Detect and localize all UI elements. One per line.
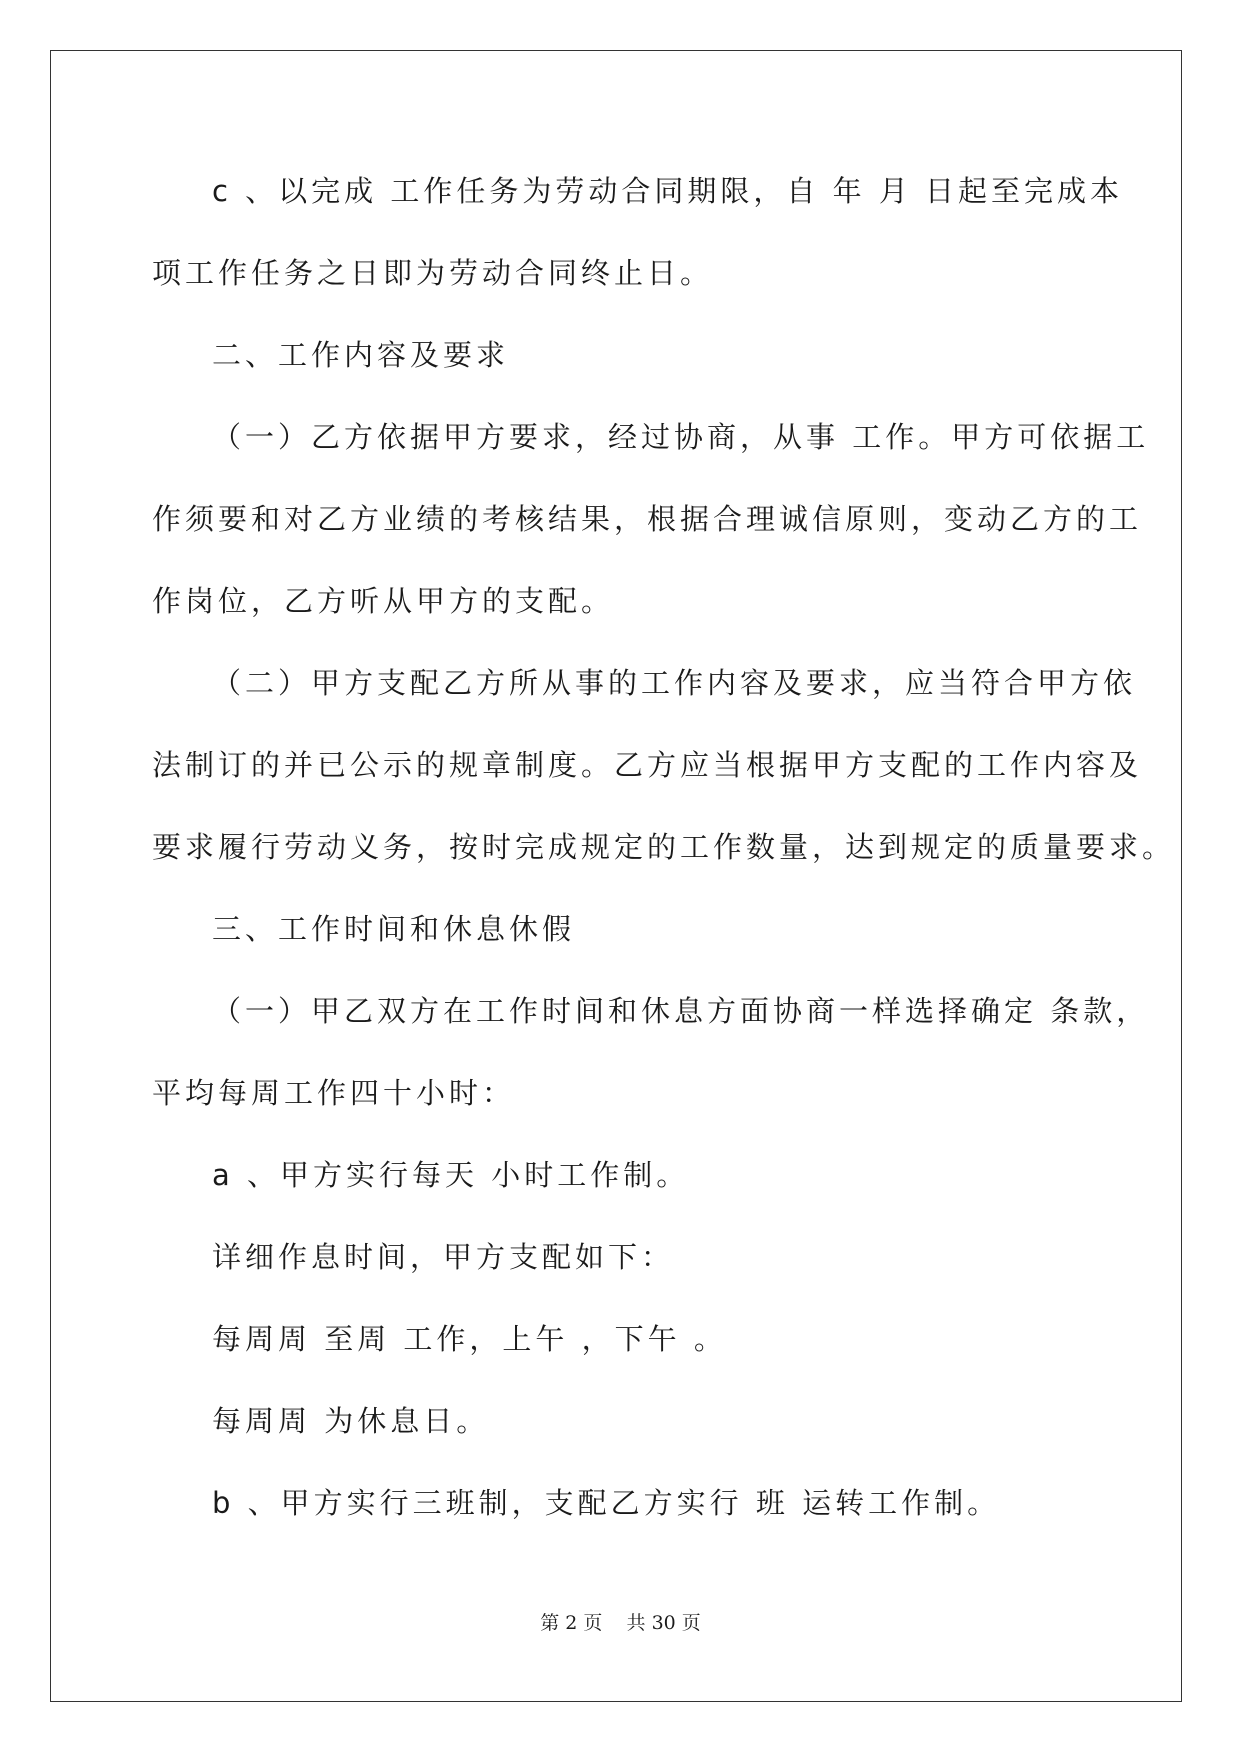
document-body (152, 160, 1176, 1554)
text-line: 项工作任务之日即为劳动合同终止日。 (152, 256, 714, 290)
text-line: （一）乙方依据甲方要求，经过协商，从事 工作。甲方可依据工 (212, 420, 1150, 454)
section-heading: 二、工作内容及要求 (212, 338, 510, 372)
text-line: （二）甲方支配乙方所从事的工作内容及要求，应当符合甲方依 (212, 666, 1137, 700)
page-number: 第 2 页 (540, 1612, 603, 1634)
text-line: a 、甲方实行每天 小时工作制。 (212, 1158, 690, 1192)
text-line: b 、甲方实行三班制，支配乙方实行 班 运转工作制。 (212, 1486, 1001, 1520)
text-line: （一）甲乙双方在工作时间和休息方面协商一样选择确定 条款， (212, 994, 1150, 1028)
text-line: 法制订的并已公示的规章制度。乙方应当根据甲方支配的工作内容及 (152, 748, 1143, 782)
text-line: 每周周 至周 工作，上午 ，下午 。 (212, 1322, 727, 1356)
page-footer (0, 1608, 1241, 1635)
page-total: 共 30 页 (626, 1612, 701, 1634)
text-line: 平均每周工作四十小时： (152, 1076, 516, 1110)
text-line: 详细作息时间，甲方支配如下： (212, 1240, 675, 1274)
text-line: 要求履行劳动义务，按时完成规定的工作数量，达到规定的质量要求。 (152, 830, 1176, 864)
text-line: 作须要和对乙方业绩的考核结果，根据合理诚信原则，变动乙方的工 (152, 502, 1143, 536)
section-heading: 三、工作时间和休息休假 (212, 912, 576, 946)
text-line: c 、以完成 工作任务为劳动合同期限，自 年 月 日起至完成本 (212, 174, 1124, 208)
text-line: 作岗位，乙方听从甲方的支配。 (152, 584, 615, 618)
text-line: 每周周 为休息日。 (212, 1404, 490, 1438)
